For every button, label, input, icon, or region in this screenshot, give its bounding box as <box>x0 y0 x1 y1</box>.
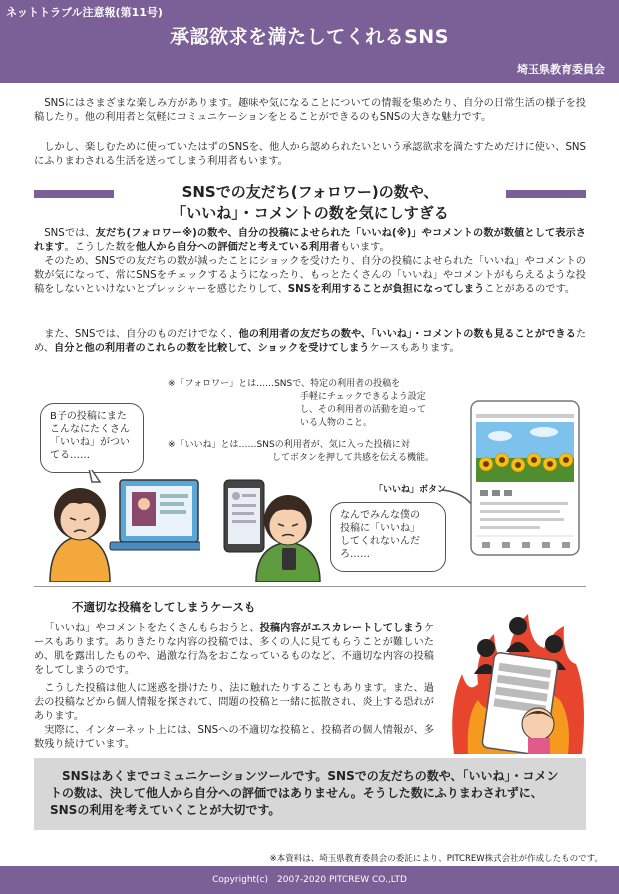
page-title: 承認欲求を満たしてくれるSNS <box>170 26 449 48</box>
text: 「いいね」やコメントをたくさんもらおうと、 <box>44 623 260 634</box>
credit-note: ※本資料は、埼玉県教育委員会の委託により、PITCREW株式会社が作成したものです。 <box>269 854 603 864</box>
bubble-text: ろ…… <box>340 549 370 560</box>
phone-post-illustration <box>470 400 580 556</box>
section1-paragraph-2 <box>34 255 586 297</box>
note-follower-line4: いる人物のこと。 <box>300 418 373 428</box>
section-heading-1-line2: 「いいね」・コメントの数を気にしすぎる <box>171 204 449 222</box>
online-flaming-illustration <box>448 604 588 754</box>
section2-paragraph-3: 実際に、インターネット上には、SNSへの不適切な投稿と、投稿者の個人情報が、多数残り続けています。 <box>34 725 434 750</box>
header-banner <box>0 0 619 83</box>
speech-bubble-left <box>40 403 144 473</box>
bubble-text: 投稿に「いいね」 <box>340 523 420 534</box>
text: ケースもあります。ありきたりな内容の投稿では、多くの人に見てもらうことが難しいため、肌を露出したものや、過激な行為をおこなっているものなど、不適切な内容の投稿をしてしまうのです。 <box>34 623 435 676</box>
bubble-text: してくれないんだ <box>340 536 420 547</box>
section2-paragraph-2: こうした投稿は他人に迷惑を掛けたり、法に触れたりすることもあります。また、過去の投稿などから個人情報を探されて、問題の投稿と一緒に拡散され、炎上する恐れがあります。 <box>34 683 434 722</box>
text: そのため、SNSでの友だちの数が減ったことにショックを受けたり、自分の投稿によせられた「いいね」やコメントの数が気になって、常にSNSをチェックするようになったり、もっとたくさんの「いいね」やコメントがもらえるような投稿をしないといけないとプレッシャーを感じたりして、 <box>34 256 586 295</box>
note-follower-line3: し、その利用者の活動を追って <box>300 405 427 415</box>
section2-paragraph-1 <box>34 622 434 678</box>
text: SNSでは、 <box>44 228 96 239</box>
text: ケースもあります。 <box>369 343 460 354</box>
emphasis: 他の利用者の友だちの数や、「いいね」・コメントの数も見ることができる <box>238 329 576 340</box>
boy-with-phone-illustration <box>222 476 322 582</box>
emphasis: 友だち(フォロワー※)の数や、自分の投稿によせられた「いいね(※)」やコメントの数が数値として表示されます <box>34 228 586 253</box>
intro-paragraph-2: しかし、楽しむために使っていたはずのSNSを、他人から認められたいという承認欲求を満たすためだけに使い、SNSにふりまわされる生活を送ってしまう利用者もいます。 <box>34 142 586 167</box>
section-heading-2: 不適切な投稿をしてしまうケースも <box>72 600 256 614</box>
note-follower-line1: ※「フォロワー」とは……SNSで、特定の利用者の投稿を <box>168 379 401 389</box>
text: ことがあるのです。 <box>484 284 576 295</box>
section-heading-1 <box>34 182 586 224</box>
text: また、SNSでは、自分のものだけでなく、 <box>44 329 239 340</box>
speech-bubble-right <box>330 502 446 572</box>
section-heading-1-line1: SNSでの友だち(フォロワー)の数や、 <box>181 183 439 201</box>
text: もいます。 <box>339 242 390 253</box>
issue-label: ネットトラブル注意報(第11号) <box>6 6 163 19</box>
section1-paragraph-3 <box>34 328 586 356</box>
note-iine-line1: ※「いいね」とは……SNSの利用者が、気に入った投稿に対 <box>168 440 410 450</box>
emphasis: 投稿内容がエスカレートしてしまう <box>259 623 424 634</box>
section1-paragraph-1 <box>34 227 586 255</box>
publisher-name: 埼玉県教育委員会 <box>517 63 605 76</box>
bubble-text: B子の投稿にまた <box>50 411 127 422</box>
bubble-text: なんでみんな僕の <box>340 510 420 521</box>
girl-with-laptop-illustration <box>40 470 200 582</box>
emphasis: 他人から自分への評価だと考えている利用者 <box>135 242 340 253</box>
note-iine-line2: してボタンを押して共感を伝える機能。 <box>272 453 435 463</box>
emphasis: SNSを利用することが負担になってしまう <box>287 284 485 295</box>
section-divider <box>34 586 586 587</box>
text: ため、 <box>34 329 587 354</box>
summary-box: SNSはあくまでコミュニケーションツールです。SNSでの友だちの数や、「いいね」・コメントの数は、決して他人から自分への評価ではありません。そうした数にふりまわされずに、SNSの利用を考えていくことが大切です。 <box>34 758 586 830</box>
bubble-text: こんなにたくさん <box>50 424 130 435</box>
bubble-text: 「いいね」がつい <box>50 437 130 448</box>
footer-copyright: Copyright(c) 2007-2020 PITCREW CO.,LTD <box>0 866 619 894</box>
text: 。こうした数を <box>64 242 136 253</box>
intro-paragraph-1: SNSにはさまざまな楽しみ方があります。趣味や気になることについての情報を集めたり、自分の日常生活の様子を投稿したり。他の利用者と気軽にコミュニケーションをとることができるのもSNSの大きな魅力です。 <box>34 98 586 123</box>
bubble-text: てる…… <box>50 450 90 461</box>
emphasis: 自分と他の利用者のこれらの数を比較して、ショックを受けてしまう <box>53 343 370 354</box>
note-follower-line2: 手軽にチェックできるよう設定 <box>300 392 426 402</box>
iine-button-label: 「いいね」ボタン <box>374 485 447 495</box>
